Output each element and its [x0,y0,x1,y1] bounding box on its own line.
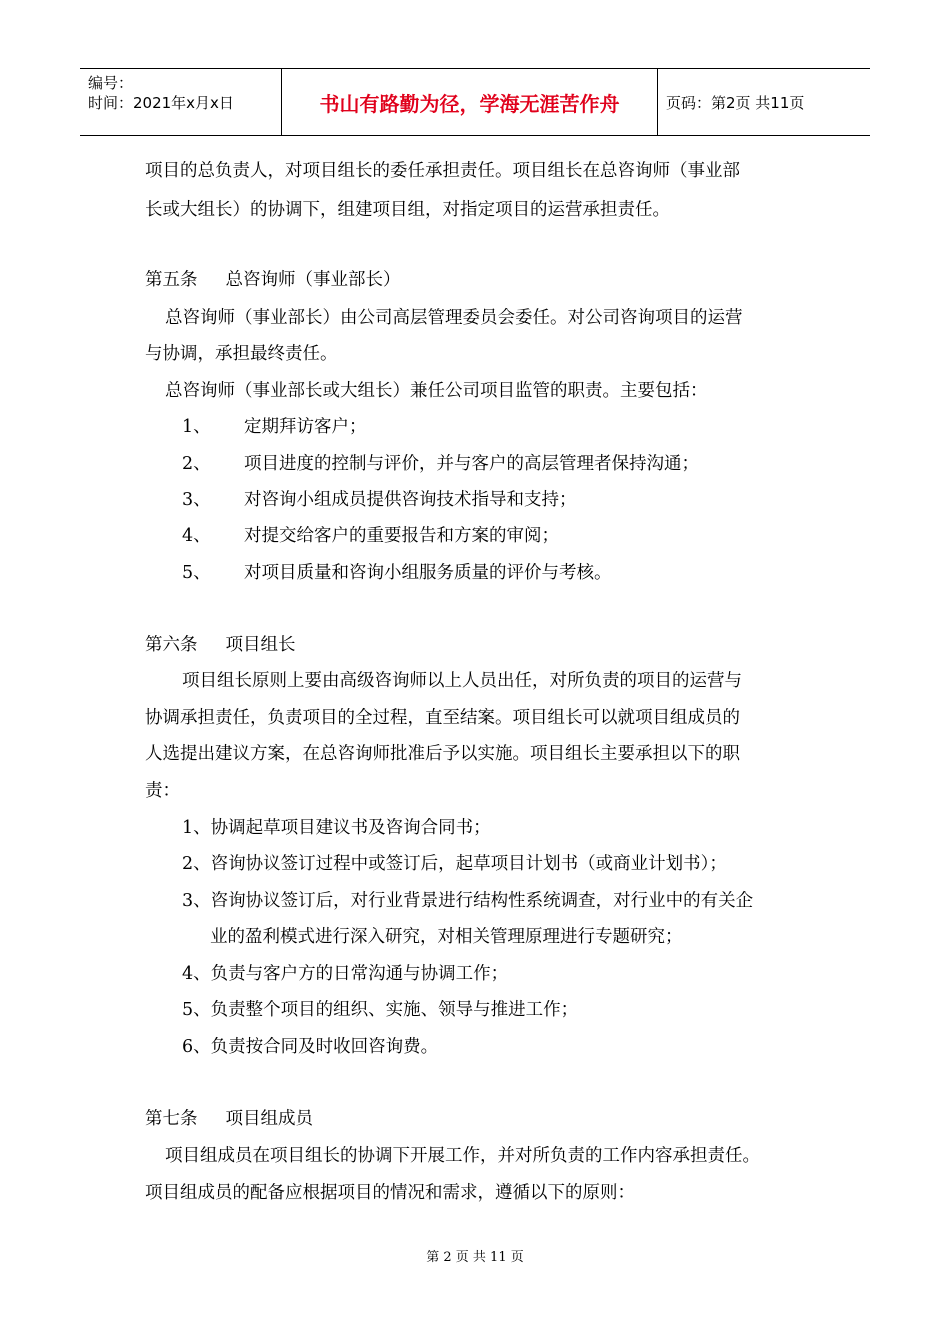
article-number: 第七条 [145,1109,198,1129]
list-item-text: 定期拜访客户； [244,417,367,437]
list-item-continuation: 业的盈利模式进行深入研究，对相关管理原理进行专题研究； [210,927,683,947]
list-item-text: 对项目质量和咨询小组服务质量的评价与考核。 [244,563,612,583]
paragraph-line: 总咨询师（事业部长或大组长）兼任公司项目监管的职责。主要包括： [165,381,708,401]
paragraph-line: 项目的总负责人，对项目组长的委任承担责任。项目组长在总咨询师（事业部 [145,161,740,181]
header-number: 编号： [88,74,134,92]
article-number: 第六条 [145,635,198,655]
list-item-text: 项目进度的控制与评价，并与客户的高层管理者保持沟通； [244,454,699,474]
paragraph-line: 长或大组长）的协调下，组建项目组，对指定项目的运营承担责任。 [145,200,670,220]
article-heading [145,268,401,292]
paragraph-line: 与协调，承担最终责任。 [145,344,338,364]
paragraph-line: 项目组成员的配备应根据项目的情况和需求，遵循以下的原则： [145,1183,635,1203]
article-title: 总咨询师（事业部长） [225,270,401,290]
paragraph-line: 责： [145,781,180,801]
paragraph-line: 协调承担责任，负责项目的全过程，直至结案。项目组长可以就项目组成员的 [145,708,740,728]
page-header [80,68,870,136]
list-item-number: 4、 [182,526,211,546]
header-meta [80,69,282,135]
list-item [182,488,577,512]
list-item: 6、负责按合同及时收回咨询费。 [182,1037,439,1057]
list-item [182,415,367,439]
article-number: 第五条 [145,270,198,290]
list-item: 4、负责与客户方的日常沟通与协调工作； [182,964,509,984]
list-item [182,561,612,585]
paragraph-line: 项目组成员在项目组长的协调下开展工作，并对所负责的工作内容承担责任。 [165,1146,760,1166]
list-item-number: 2、 [182,454,211,474]
article-heading [145,633,296,657]
list-item: 1、协调起草项目建议书及咨询合同书； [182,818,491,838]
list-item-number: 1、 [182,417,211,437]
list-item-number: 5、 [182,563,211,583]
header-date: 时间：2021年x月x日 [88,94,234,112]
list-item: 3、咨询协议签订后，对行业背景进行结构性系统调查，对行业中的有关企 [182,891,754,911]
list-item-text: 对咨询小组成员提供咨询技术指导和支持； [244,490,577,510]
list-item [182,524,559,548]
paragraph-line: 总咨询师（事业部长）由公司高层管理委员会委任。对公司咨询项目的运营 [165,308,743,328]
paragraph-line: 人选提出建议方案，在总咨询师批准后予以实施。项目组长主要承担以下的职 [145,744,740,764]
list-item-text: 对提交给客户的重要报告和方案的审阅； [244,526,559,546]
header-motto: 书山有路勤为径，学海无涯苦作舟 [282,69,658,135]
article-title: 项目组成员 [225,1109,313,1129]
list-item [182,452,699,476]
list-item: 2、咨询协议签订过程中或签订后，起草项目计划书（或商业计划书）； [182,854,727,874]
list-item-number: 3、 [182,490,211,510]
page-footer: 第 2 页 共 11 页 [426,1250,524,1265]
paragraph-line: 项目组长原则上要由高级咨询师以上人员出任，对所负责的项目的运营与 [182,671,742,691]
article-title: 项目组长 [225,635,296,655]
header-page-label: 页码：第2页 共11页 [666,93,805,112]
article-heading [145,1107,313,1131]
list-item: 5、负责整个项目的组织、实施、领导与推进工作； [182,1000,579,1020]
